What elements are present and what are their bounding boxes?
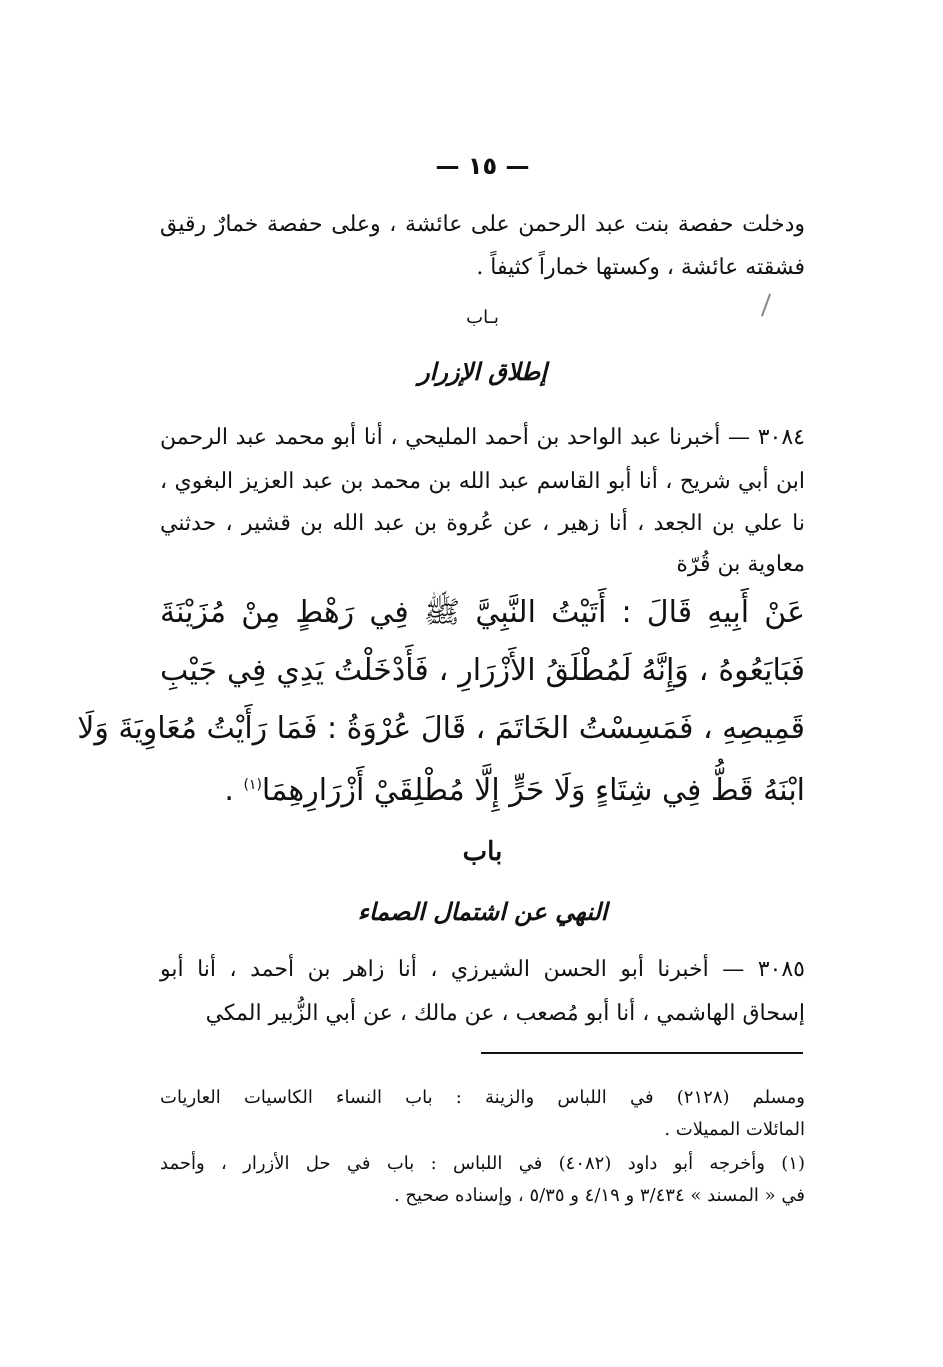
section-2-title: النهي عن اشتمال الصماء xyxy=(357,898,608,926)
section-1-isnad-line-3: نا علي بن الجعد ، أنا زهير ، عن عُروة بن عبد الله بن قشير ، حدثني xyxy=(160,511,805,536)
matn-closing-mark: . xyxy=(224,773,234,808)
section-1-title: إطلاق الإزرار xyxy=(418,358,547,386)
page-number: — ١٥ — xyxy=(435,152,530,180)
section-1-bab-label: بـاب xyxy=(466,307,499,328)
footnote-carryover-line-2: المائلات المميلات . xyxy=(664,1119,805,1140)
section-2-isnad-line-1: ٣٠٨٥ — أخبرنا أبو الحسن الشيرزي ، أنا زاهر بن أحمد ، أنا أبو xyxy=(160,957,805,982)
opening-line-1: ودخلت حفصة بنت عبد الرحمن على عائشة ، وعلى حفصة خمارٌ رقيق xyxy=(160,212,805,237)
section-2-bab-label: باب xyxy=(462,837,503,867)
section-1-matn-line-1: عَنْ أَبِيهِ قَالَ : أَتَيْتُ النَّبِيَّ ﷺ فِي رَهْطٍ مِنْ مُزَيْنَةَ xyxy=(160,595,805,630)
opening-line-2: فشقته عائشة ، وكستها خماراً كثيفاً . xyxy=(476,255,805,280)
footnote-separator xyxy=(481,1052,803,1054)
section-1-matn-line-2: فَبَايَعُوهُ ، وَإِنَّهُ لَمُطْلَقُ الأَزْرَارِ ، فَأَدْخَلْتُ يَدِي فِي جَيْبِ xyxy=(160,653,805,688)
footnote-carryover-line-1: ومسلم (٢١٢٨) في اللباس والزينة : باب النساء الكاسيات العاريات xyxy=(160,1087,805,1108)
section-1-matn-line-3: قَمِيصِهِ ، فَمَسِسْتُ الخَاتَمَ ، قَالَ عُرْوَةُ : فَمَا رَأَيْتُ مُعَاوِيَةَ وَلَا xyxy=(77,711,805,746)
section-1-isnad-line-1: ٣٠٨٤ — أخبرنا عبد الواحد بن أحمد المليحي ، أنا أبو محمد عبد الرحمن xyxy=(160,425,805,450)
section-2-isnad-line-2: إسحاق الهاشمي ، أنا أبو مُصعب ، عن مالك ، عن أبي الزُّبير المكي xyxy=(205,1001,805,1026)
footnote-1-line-2: في « المسند » ٣/٤٣٤ و ٤/١٩ و ٥/٣٥ ، وإسناده صحيح . xyxy=(393,1185,805,1206)
section-1-isnad-line-2: ابن أبي شريح ، أنا أبو القاسم عبد الله بن محمد بن عبد العزيز البغوي ، xyxy=(160,469,805,494)
matn-line-4-text: ابْنَهُ قَطُّ فِي شِتَاءٍ وَلَا حَرٍّ إِلَّا مُطْلِقَيْ أَزْرَارِهِمَا xyxy=(261,773,805,808)
section-1-matn-line-4 xyxy=(160,756,805,814)
footnote-1-line-1: (١) وأخرجه أبو داود (٤٠٨٢) في اللباس : باب في حل الأزرار ، وأحمد xyxy=(160,1153,805,1174)
section-1-isnad-line-4: معاوية بن قُرّة xyxy=(676,552,805,577)
footnote-marker-1: (١) xyxy=(243,777,262,793)
